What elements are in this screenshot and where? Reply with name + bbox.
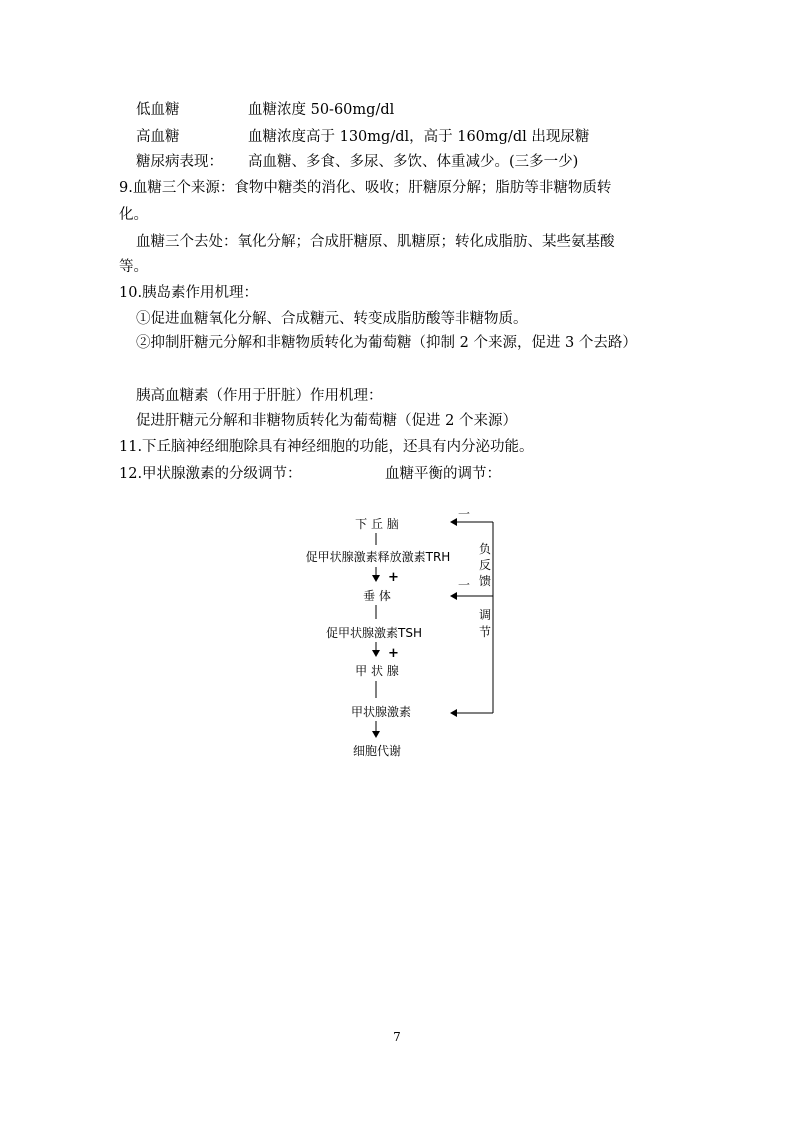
feedback-label-char-5: 节 [478,625,492,639]
item-10-point-1: ①促进血糖氧化分解、合成糖元、转变成脂肪酸等非糖物质。 [136,311,528,327]
node-thyroid: 甲 状 腺 [355,664,399,678]
minus-sign-2: 一 [458,578,471,592]
plus-sign-2: + [388,646,399,661]
item-12-heading: 12.甲状腺激素的分级调节： [119,466,302,482]
page-number: 7 [393,1030,401,1044]
item-9-line-1: 9.血糖三个来源：食物中糖类的消化、吸收；肝糖原分解；脂肪等非糖物质转 [119,180,612,196]
sugar-sinks-line-2: 等。 [119,259,148,275]
feedback-label-char-1: 负 [478,542,492,556]
diabetes-term: 糖尿病表现： [136,154,223,170]
node-tsh: 促甲状腺激素TSH [326,626,422,640]
high-blood-sugar-term: 高血糖 [136,129,180,145]
blood-sugar-regulation-heading: 血糖平衡的调节： [385,466,501,482]
plus-sign-1: + [388,570,399,585]
node-pituitary: 垂 体 [363,589,391,603]
minus-sign-1: 一 [458,507,471,521]
glucagon-title: 胰高血糖素（作用于肝脏）作用机理： [136,388,383,404]
diabetes-desc: 高血糖、多食、多尿、多饮、体重减少。(三多一少) [248,154,579,170]
low-blood-sugar-desc: 血糖浓度 50-60mg/dl [248,102,395,118]
feedback-label-char-4: 调 [478,608,492,622]
item-10-heading: 10.胰岛素作用机理： [119,285,259,301]
high-blood-sugar-desc: 血糖浓度高于 130mg/dl，高于 160mg/dl 出现尿糖 [248,129,590,145]
node-cell-metabolism: 细胞代谢 [352,744,402,758]
item-11: 11.下丘脑神经细胞除具有神经细胞的功能，还具有内分泌功能。 [119,439,534,455]
sugar-sinks-line-1: 血糖三个去处：氧化分解；合成肝糖原、肌糖原；转化成脂肪、某些氨基酸 [136,234,615,250]
feedback-label-char-2: 反 [478,558,492,572]
feedback-label-char-3: 馈 [478,574,492,588]
item-10-point-2: ②抑制肝糖元分解和非糖物质转化为葡萄糖（抑制 2 个来源，促进 3 个去路） [136,335,637,351]
node-thyroid-hormone: 甲状腺激素 [350,705,412,719]
low-blood-sugar-term: 低血糖 [136,102,180,118]
item-9-line-2: 化。 [119,207,148,223]
glucagon-desc: 促进肝糖元分解和非糖物质转化为葡萄糖（促进 2 个来源） [136,413,517,429]
node-hypothalamus: 下 丘 脑 [355,517,399,531]
node-trh: 促甲状腺激素释放激素TRH [305,550,451,564]
